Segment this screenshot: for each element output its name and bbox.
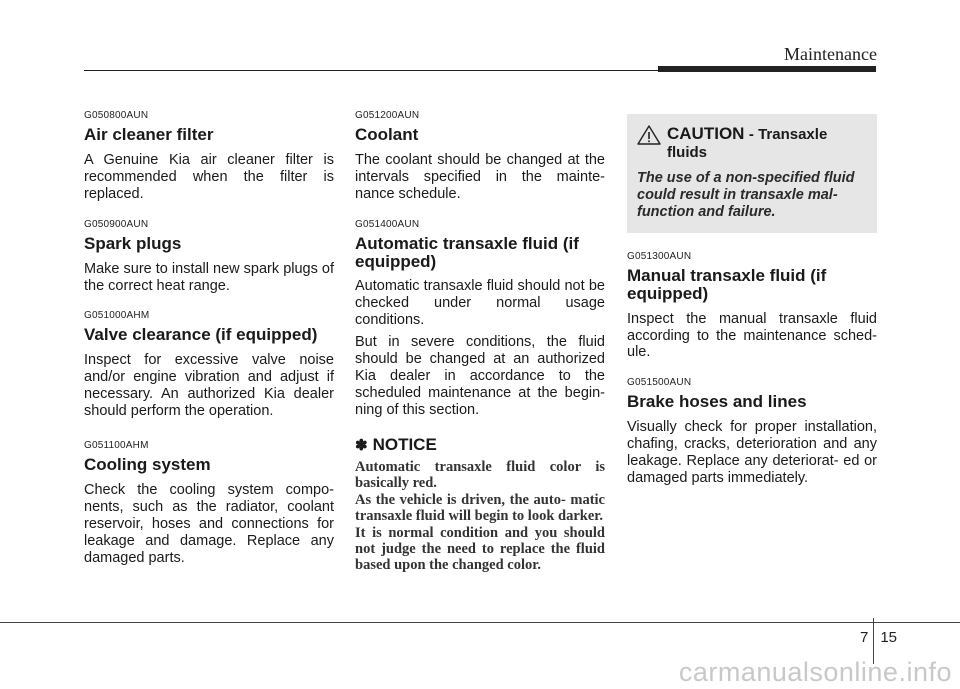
section-code: G051100AHM <box>84 440 149 452</box>
section-code: G051500AUN <box>627 377 692 389</box>
notice-line: As the vehicle is driven, the auto- matic transaxle fluid will begin to look darker. <box>355 491 605 525</box>
section-paragraph: Check the cooling system compo- nents, such as the radiator, coolant reservoir, hoses and connections for leakage and damage. Replace any damaged parts. <box>84 481 334 566</box>
caution-subject: - Transaxle fluids <box>667 126 828 161</box>
page-number-value: 15 <box>880 629 898 646</box>
header-rule-thin <box>84 70 658 71</box>
caution-header <box>637 124 867 162</box>
caution-text: The use of a non-specified fluid could result in transaxle mal- function and failure. <box>637 170 855 220</box>
chapter-number: 7 <box>860 629 869 646</box>
column-right <box>627 110 877 503</box>
section-heading: Brake hoses and lines <box>627 392 807 412</box>
caution-box <box>627 114 877 233</box>
page-number <box>860 629 897 646</box>
column-middle <box>355 110 605 574</box>
section-code: G050900AUN <box>84 218 149 230</box>
watermark: carmanualsonline.info <box>678 657 952 687</box>
section-paragraph: Make sure to install new spark plugs of the correct heat range. <box>84 260 334 294</box>
section-paragraph: Visually check for proper installation, chafing, cracks, deterioration and any leakage. Replace any deteriorat- ed or damaged parts immediately. <box>627 419 877 487</box>
section-paragraph: Inspect for excessive valve noise and/or engine vibration and adjust if necessary. An authorized Kia dealer should perform the operation. <box>84 352 334 420</box>
section-heading: Coolant <box>355 125 419 144</box>
section-paragraph: But in severe conditions, the fluid should be changed at an authorized Kia dealer in accordance to the scheduled maintenance at the begin- ning of this section. <box>355 334 605 419</box>
header-rule-thick <box>658 66 876 72</box>
footer-rule <box>0 622 960 623</box>
section-air-cleaner <box>84 110 334 203</box>
section-heading: Cooling system <box>84 455 211 475</box>
warning-triangle-icon <box>637 125 661 145</box>
section-paragraph: Inspect the manual transaxle fluid according to the maintenance sched- ule. <box>627 310 877 361</box>
section-heading: Manual transaxle fluid (if equipped) <box>627 265 827 303</box>
notice-line: Automatic transaxle fluid color is basically red. <box>355 459 605 492</box>
section-valve-clearance <box>84 310 334 420</box>
section-heading: Valve clearance (if equipped) <box>84 325 318 345</box>
section-paragraph: Automatic transaxle fluid should not be checked under normal usage conditions. <box>355 278 605 329</box>
section-code: G051300AUN <box>627 250 692 262</box>
section-paragraph: The coolant should be changed at the intervals specified in the mainte- nance schedule. <box>355 151 605 202</box>
section-cooling-system <box>84 440 334 567</box>
section-code: G051200AUN <box>355 110 420 121</box>
section-code: G051400AUN <box>355 218 420 230</box>
section-code: G050800AUN <box>84 110 149 121</box>
section-heading: Air cleaner filter <box>84 125 214 144</box>
notice-block <box>355 435 605 574</box>
section-manual-transaxle-fluid <box>627 251 877 362</box>
notice-star-icon: ✽ <box>355 437 368 455</box>
section-spark-plugs <box>84 219 334 295</box>
notice-title-text: NOTICE <box>372 435 437 455</box>
section-automatic-transaxle-fluid <box>355 219 605 419</box>
column-left <box>84 110 334 583</box>
section-paragraph: A Genuine Kia air cleaner filter is recommended when the filter is replaced. <box>84 151 334 202</box>
section-brake-hoses <box>627 377 877 487</box>
caution-label: CAUTION <box>667 124 745 143</box>
notice-line: It is normal condition and you should not judge the need to replace the fluid based upon the changed color. <box>355 524 605 574</box>
section-heading: Automatic transaxle fluid (if equipped) <box>355 233 579 271</box>
section-coolant <box>355 110 605 203</box>
section-code: G051000AHM <box>84 310 150 322</box>
notice-title <box>355 435 605 455</box>
section-heading: Spark plugs <box>84 233 182 253</box>
page-header-title: Maintenance <box>784 44 877 64</box>
